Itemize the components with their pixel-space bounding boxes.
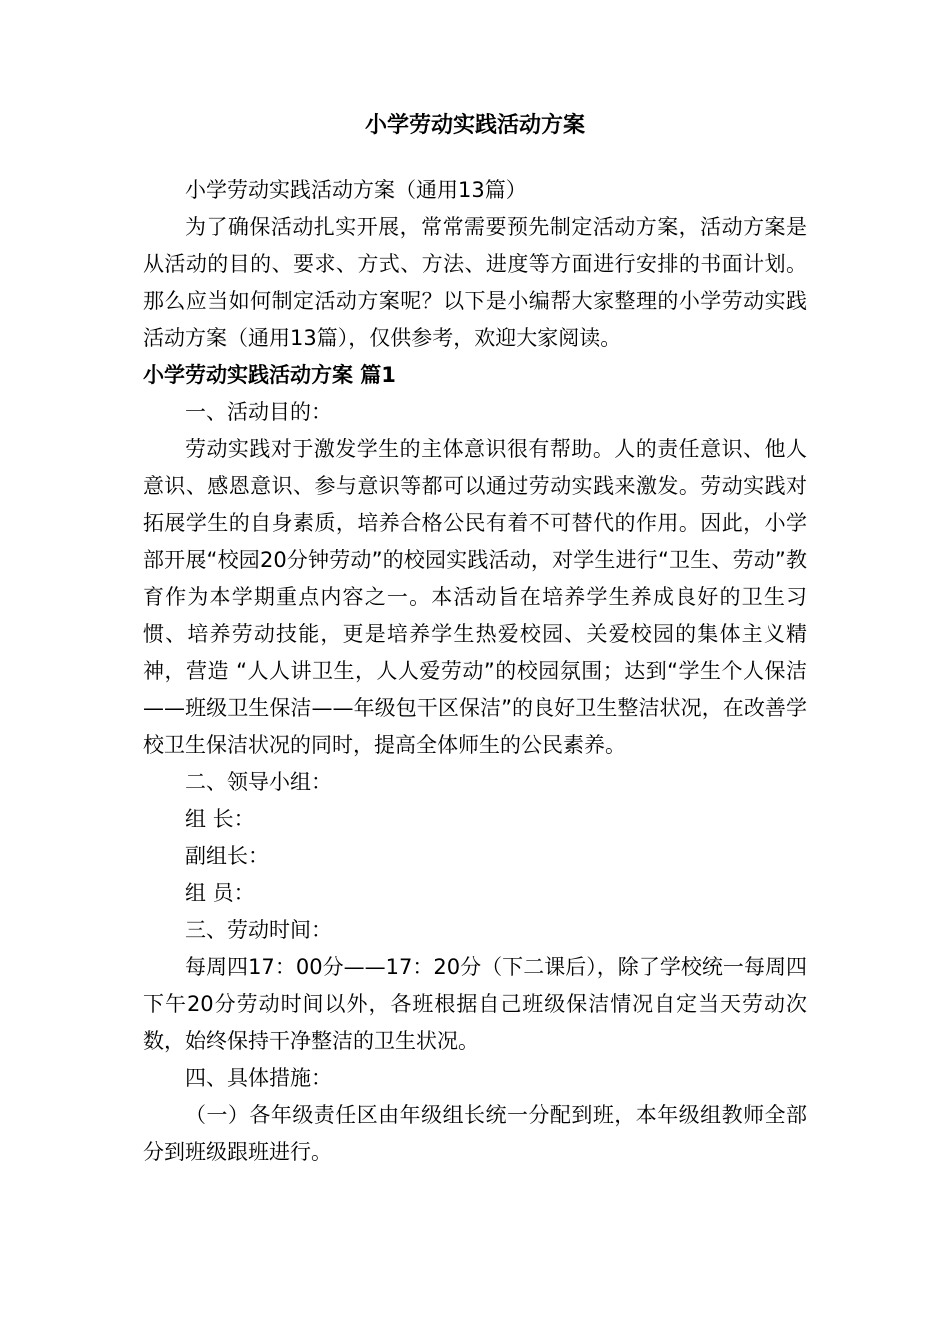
measure-one-paragraph: （一）各年级责任区由年级组长统一分配到班，本年级组教师全部分到班级跟班进行。	[143, 1103, 807, 1164]
document-body	[143, 172, 807, 1171]
intro-paragraph: 为了确保活动扎实开展，常常需要预先制定活动方案，活动方案是从活动的目的、要求、方式、方法、进度等方面进行安排的书面计划。那么应当如何制定活动方案呢？以下是小编帮大家整理的小学劳动实践活动方案（通用13篇），仅供参考，欢迎大家阅读。	[143, 215, 807, 350]
labor-time-paragraph: 每周四17：00分——17：20分（下二课后），除了学校统一每周四下午20分劳动时间以外，各班根据自己班级保洁情况自定当天劳动次数，始终保持干净整洁的卫生状况。	[143, 955, 807, 1053]
activity-purpose-paragraph: 劳动实践对于激发学生的主体意识很有帮助。人的责任意识、他人意识、感恩意识、参与意识等都可以通过劳动实践来激发。劳动实践对拓展学生的自身素质，培养合格公民有着不可替代的作用。因此，小学部开展“校园20分钟劳动”的校园实践活动，对学生进行“卫生、劳动”教育作为本学期重点内容之一。本活动旨在培养学生养成良好的卫生习惯、培养劳动技能，更是培养学生热爱校园、关爱校园的集体主义精神，营造 “人人讲卫生，人人爱劳动”的校园氛围；达到“学生个人保洁——班级卫生保洁——年级包干区保洁”的良好卫生整洁状况，在改善学校卫生保洁状况的同时，提高全体师生的公民素养。	[143, 437, 807, 757]
heading-leadership-group: 二、领导小组：	[185, 770, 332, 794]
deputy-leader-line: 副组长：	[185, 844, 269, 868]
subtitle-paragraph: 小学劳动实践活动方案（通用13篇）	[185, 178, 527, 202]
group-leader-line: 组 长：	[185, 807, 255, 831]
section-heading: 小学劳动实践活动方案 篇1	[143, 363, 396, 387]
document-title: 小学劳动实践活动方案	[364, 113, 585, 138]
heading-labor-time: 三、劳动时间：	[185, 918, 332, 942]
heading-specific-measures: 四、具体措施：	[185, 1066, 332, 1090]
heading-activity-purpose: 一、活动目的：	[185, 400, 332, 424]
group-member-line: 组 员：	[185, 881, 255, 905]
